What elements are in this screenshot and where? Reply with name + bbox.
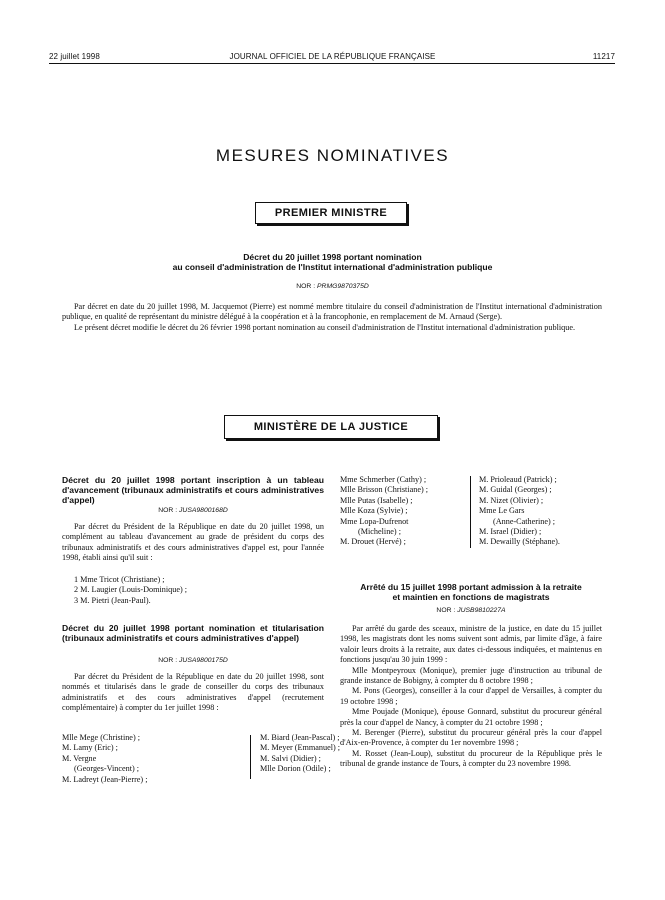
arrete-nor: [340, 607, 602, 614]
decree-title-line-2: au conseil d'administration de l'Institut international d'administration publique: [172, 262, 493, 273]
arrete-paragraph: M. Pons (Georges), conseiller à la cour d'appel de Versailles, à compter du 19 octobre 1998 ;: [340, 686, 602, 706]
arrete-paragraph: M. Berenger (Pierre), substitut du procureur général près la cour d'appel d'Aix-en-Provence, à compter du 1er novembre 1998 ;: [340, 728, 602, 748]
decree-paragraph: Par décret en date du 20 juillet 1998, M. Jacquemot (Pierre) est nommé membre titulaire du conseil d'administration de l'Institut international d'administration publique, en qualité de représentant du ministre délégué à la coopération et à la francophonie, en remplacement de M. Arnaud (Serge).: [62, 302, 602, 322]
name-entry: (Georges-Vincent) ;: [74, 764, 140, 774]
nor-code: JUSB9810227A: [457, 607, 506, 614]
name-entry: M. Israel (Didier) ;: [479, 527, 542, 537]
name-entry: Mlle Dorion (Odile) ;: [260, 764, 331, 774]
nor-code: PRMG9870375D: [317, 283, 369, 290]
arrete-paragraph: Mme Poujade (Monique), épouse Gonnard, substitut du procureur général près la cour d'appel de Nancy, à compter du 21 octobre 1998 ;: [340, 707, 602, 727]
decree-b-names-left: [62, 733, 147, 785]
name-entry: M. Salvi (Didier) ;: [260, 753, 321, 763]
decree-title-line-1: Décret du 20 juillet 1998 portant nomination: [243, 252, 422, 262]
decree-a-title: Décret du 20 juillet 1998 portant inscription à un tableau d'avancement (tribunaux administratifs et cours administratives d'appel): [62, 475, 324, 506]
decree-b-names-right: [260, 733, 340, 775]
arrete-title-line-1: Arrêté du 15 juillet 1998 portant admission à la retraite: [360, 582, 582, 592]
name-entry: (Micheline) ;: [358, 527, 401, 537]
decree-paragraph: Le présent décret modifie le décret du 26 février 1998 portant nomination au conseil d'administration de l'Institut international d'administration publique.: [74, 322, 575, 332]
names-divider: [250, 735, 251, 779]
arrete-title: [340, 582, 602, 602]
list-item: 3 M. Pietri (Jean-Paul).: [74, 595, 151, 605]
name-entry: Mlle Mege (Christine) ;: [62, 733, 140, 742]
header-rule: [49, 63, 615, 64]
nor-label: NOR :: [158, 657, 178, 664]
name-entry: M. Prioleaud (Patrick) ;: [479, 475, 557, 484]
section-heading-justice: MINISTÈRE DE LA JUSTICE: [224, 415, 438, 439]
nor-code: JUSA9800168D: [179, 507, 228, 514]
name-entry: Mlle Brisson (Christiane) ;: [340, 485, 429, 495]
names-col2-left: [340, 475, 428, 548]
name-entry: M. Drouet (Hervé) ;: [340, 537, 406, 547]
decree-b-nor: [62, 657, 324, 664]
list-item: 1 Mme Tricot (Christiane) ;: [74, 575, 165, 584]
name-entry: M. Guidal (Georges) ;: [479, 485, 552, 495]
name-entry: M. Meyer (Emmanuel) ;: [260, 743, 341, 753]
name-entry: Mme Schmerber (Cathy) ;: [340, 475, 427, 484]
name-entry: M. Nizet (Olivier) ;: [479, 495, 544, 505]
name-entry: M. Dewailly (Stéphane).: [479, 537, 560, 547]
nor-code: JUSA9800175D: [179, 657, 228, 664]
arrete-title-line-2: et maintien en fonctions de magistrats: [392, 592, 550, 603]
decree-a-body: [62, 522, 324, 564]
header-journal-title: JOURNAL OFFICIEL DE LA RÉPUBLIQUE FRANÇAISE: [229, 52, 436, 61]
name-entry: M. Vergne: [62, 753, 97, 763]
arrete-body: [340, 624, 602, 770]
decree-body: [62, 302, 602, 333]
name-entry: M. Lamy (Eric) ;: [62, 743, 118, 753]
name-entry: M. Ladreyt (Jean-Pierre) ;: [62, 774, 148, 784]
decree-a-nor: [62, 507, 324, 514]
decree-title: [0, 252, 665, 272]
names-col2-right: [479, 475, 560, 548]
name-entry: Mme Le Gars: [479, 506, 525, 516]
decree-a-paragraph: Par décret du Président de la République en date du 20 juillet 1998, un complément au tableau d'avancement au grade de président du corps des tribunaux administratifs et des cours administratives d'appel est, pour l'année 1998, établi ainsi qu'il suit :: [62, 522, 324, 563]
list-item: 2 M. Laugier (Louis-Dominique) ;: [74, 585, 188, 595]
name-entry: M. Biard (Jean-Pascal) ;: [260, 733, 340, 742]
nor-label: NOR :: [158, 507, 178, 514]
header-date: 22 juillet 1998: [49, 52, 100, 61]
decree-b-paragraph: Par décret du Président de la République en date du 20 juillet 1998, sont nommés et titularisés dans le grade de conseiller du corps des tribunaux administratifs et des cours administratives d'appel (recrutement complémentaire) à compter du 1er juillet 1998 :: [62, 672, 324, 713]
section-heading-premier-ministre: PREMIER MINISTRE: [255, 202, 407, 224]
arrete-paragraph: Par arrêté du garde des sceaux, ministre de la justice, en date du 15 juillet 1998, les magistrats dont les noms suivent sont admis, par limite d'âge, à faire valoir leurs droits à la retraite, aux dates ci-dessous indiquées, et maintenus en fonctions jusqu'au 30 juin 1999 :: [340, 624, 602, 665]
nor-label: NOR :: [436, 607, 456, 614]
name-entry: Mlle Putas (Isabelle) ;: [340, 495, 413, 505]
names-divider: [470, 476, 471, 548]
nor-reference: [0, 283, 665, 290]
decree-a-list: [74, 575, 187, 606]
page-title: MESURES NOMINATIVES: [215, 146, 450, 165]
decree-b-body: [62, 672, 324, 714]
decree-b-title: Décret du 20 juillet 1998 portant nomination et titularisation (tribunaux administratifs et cours administratives d'appel): [62, 623, 324, 644]
arrete-paragraph: M. Rosset (Jean-Loup), substitut du procureur de la République près le tribunal de grande instance de Tours, à compter du 23 novembre 1998.: [340, 748, 602, 769]
header-page-number: 11217: [592, 52, 615, 61]
name-entry: (Anne-Catherine) ;: [493, 516, 556, 526]
name-entry: Mme Lopa-Dufrenot: [340, 516, 409, 526]
arrete-paragraph: Mlle Montpeyroux (Monique), premier juge d'instruction au tribunal de grande instance de Bobigny, à compter du 8 octobre 1998 ;: [340, 665, 602, 686]
name-entry: Mlle Koza (Sylvie) ;: [340, 506, 408, 516]
nor-label: NOR :: [296, 283, 316, 290]
